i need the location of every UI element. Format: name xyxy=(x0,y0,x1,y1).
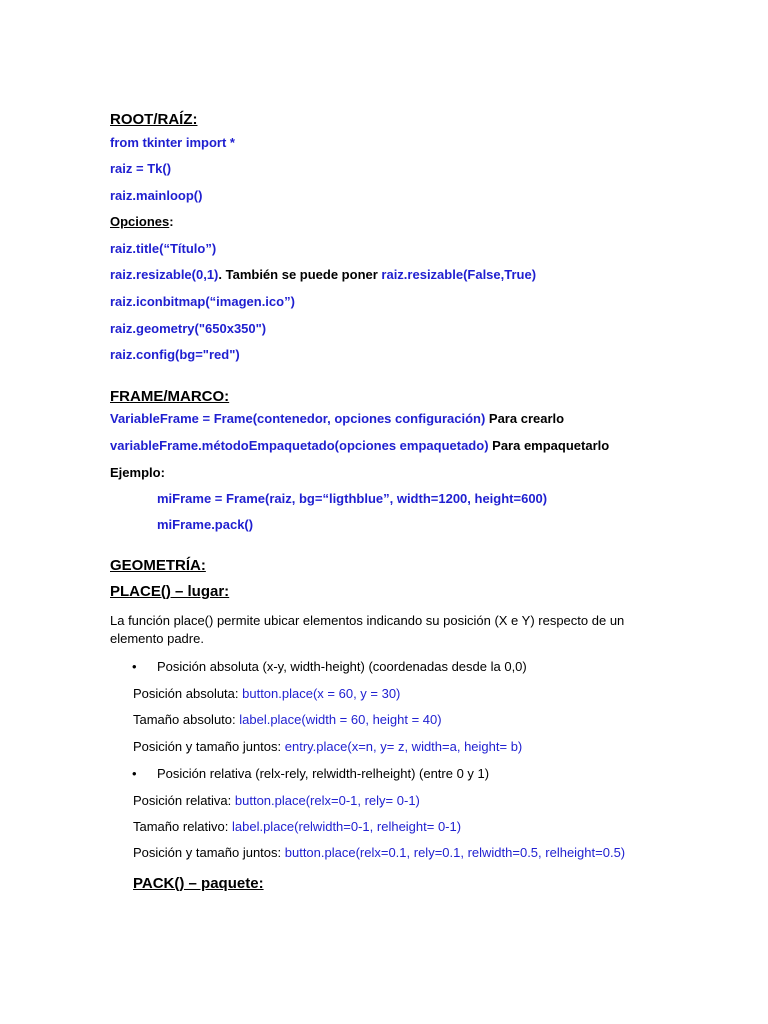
root-line-mainloop: raiz.mainloop() xyxy=(110,188,203,203)
frame-example-label: Ejemplo: xyxy=(110,465,165,480)
frame-line-pack xyxy=(110,438,609,454)
bullet-absolute-text: Posición absoluta (x-y, width-height) (coordenadas desde la 0,0) xyxy=(157,659,527,674)
relative-position-code: button.place(relx=0-1, rely= 0-1) xyxy=(234,793,420,808)
root-heading: ROOT/RAÍZ: xyxy=(110,111,198,128)
relative-both-code: button.place(relx=0.1, rely=0.1, relwidth=0.5, relheight=0.5) xyxy=(284,845,626,860)
absolute-both-code: entry.place(x=n, y= z, width=a, height= b) xyxy=(284,739,523,754)
absolute-size-code: label.place(width = 60, height = 40) xyxy=(239,712,442,727)
absolute-size-line xyxy=(133,712,442,728)
root-line-geometry: raiz.geometry("650x350") xyxy=(110,321,267,336)
relative-size-line xyxy=(133,819,461,835)
absolute-size-label: Tamaño absoluto: xyxy=(133,712,240,727)
root-line-resizable xyxy=(110,267,536,283)
relative-both-line xyxy=(133,845,625,861)
relative-both-label: Posición y tamaño juntos: xyxy=(133,845,285,860)
root-line-iconbitmap: raiz.iconbitmap(“imagen.ico”) xyxy=(110,294,295,309)
frame-line-create xyxy=(110,411,564,427)
options-label: Opciones xyxy=(110,214,170,229)
root-line-import: from tkinter import * xyxy=(110,135,235,150)
frame-create-text: Para crearlo xyxy=(485,411,565,426)
absolute-position-label: Posición absoluta: xyxy=(133,686,243,701)
root-line-title: raiz.title(“Título”) xyxy=(110,241,217,256)
frame-example-2: miFrame.pack() xyxy=(157,517,254,532)
resizable-code-2: raiz.resizable(False,True) xyxy=(381,267,537,282)
root-options-line xyxy=(110,214,174,230)
bullet-2: • xyxy=(132,766,137,781)
absolute-both-label: Posición y tamaño juntos: xyxy=(133,739,285,754)
place-heading: PLACE() – lugar: xyxy=(110,583,230,600)
relative-position-line xyxy=(133,793,420,809)
geometry-heading: GEOMETRÍA: xyxy=(110,557,206,574)
relative-size-code: label.place(relwidth=0-1, relheight= 0-1) xyxy=(232,819,462,834)
root-line-tk: raiz = Tk() xyxy=(110,161,172,176)
frame-example-1: miFrame = Frame(raiz, bg=“ligthblue”, width=1200, height=600) xyxy=(157,491,548,506)
options-colon: : xyxy=(169,214,174,229)
absolute-position-code: button.place(x = 60, y = 30) xyxy=(242,686,401,701)
absolute-position-line xyxy=(133,686,400,702)
bullet-1: • xyxy=(132,659,137,674)
place-desc-1: La función place() permite ubicar elementos indicando su posición (X e Y) respecto de un xyxy=(110,613,625,628)
frame-heading: FRAME/MARCO: xyxy=(110,388,230,405)
frame-pack-code: variableFrame.métodoEmpaquetado(opciones empaquetado) xyxy=(110,438,489,453)
place-desc-2: elemento padre. xyxy=(110,631,204,646)
relative-size-label: Tamaño relativo: xyxy=(133,819,232,834)
absolute-both-line xyxy=(133,739,522,755)
frame-pack-text: Para empaquetarlo xyxy=(488,438,610,453)
bullet-relative-text: Posición relativa (relx-rely, relwidth-relheight) (entre 0 y 1) xyxy=(157,766,490,781)
frame-create-code: VariableFrame = Frame(contenedor, opciones configuración) xyxy=(110,411,486,426)
relative-position-label: Posición relativa: xyxy=(133,793,235,808)
pack-heading: PACK() – paquete: xyxy=(133,875,264,892)
resizable-text: . También se puede poner xyxy=(218,267,382,282)
root-line-config: raiz.config(bg="red") xyxy=(110,347,240,362)
resizable-code-1: raiz.resizable(0,1) xyxy=(110,267,219,282)
